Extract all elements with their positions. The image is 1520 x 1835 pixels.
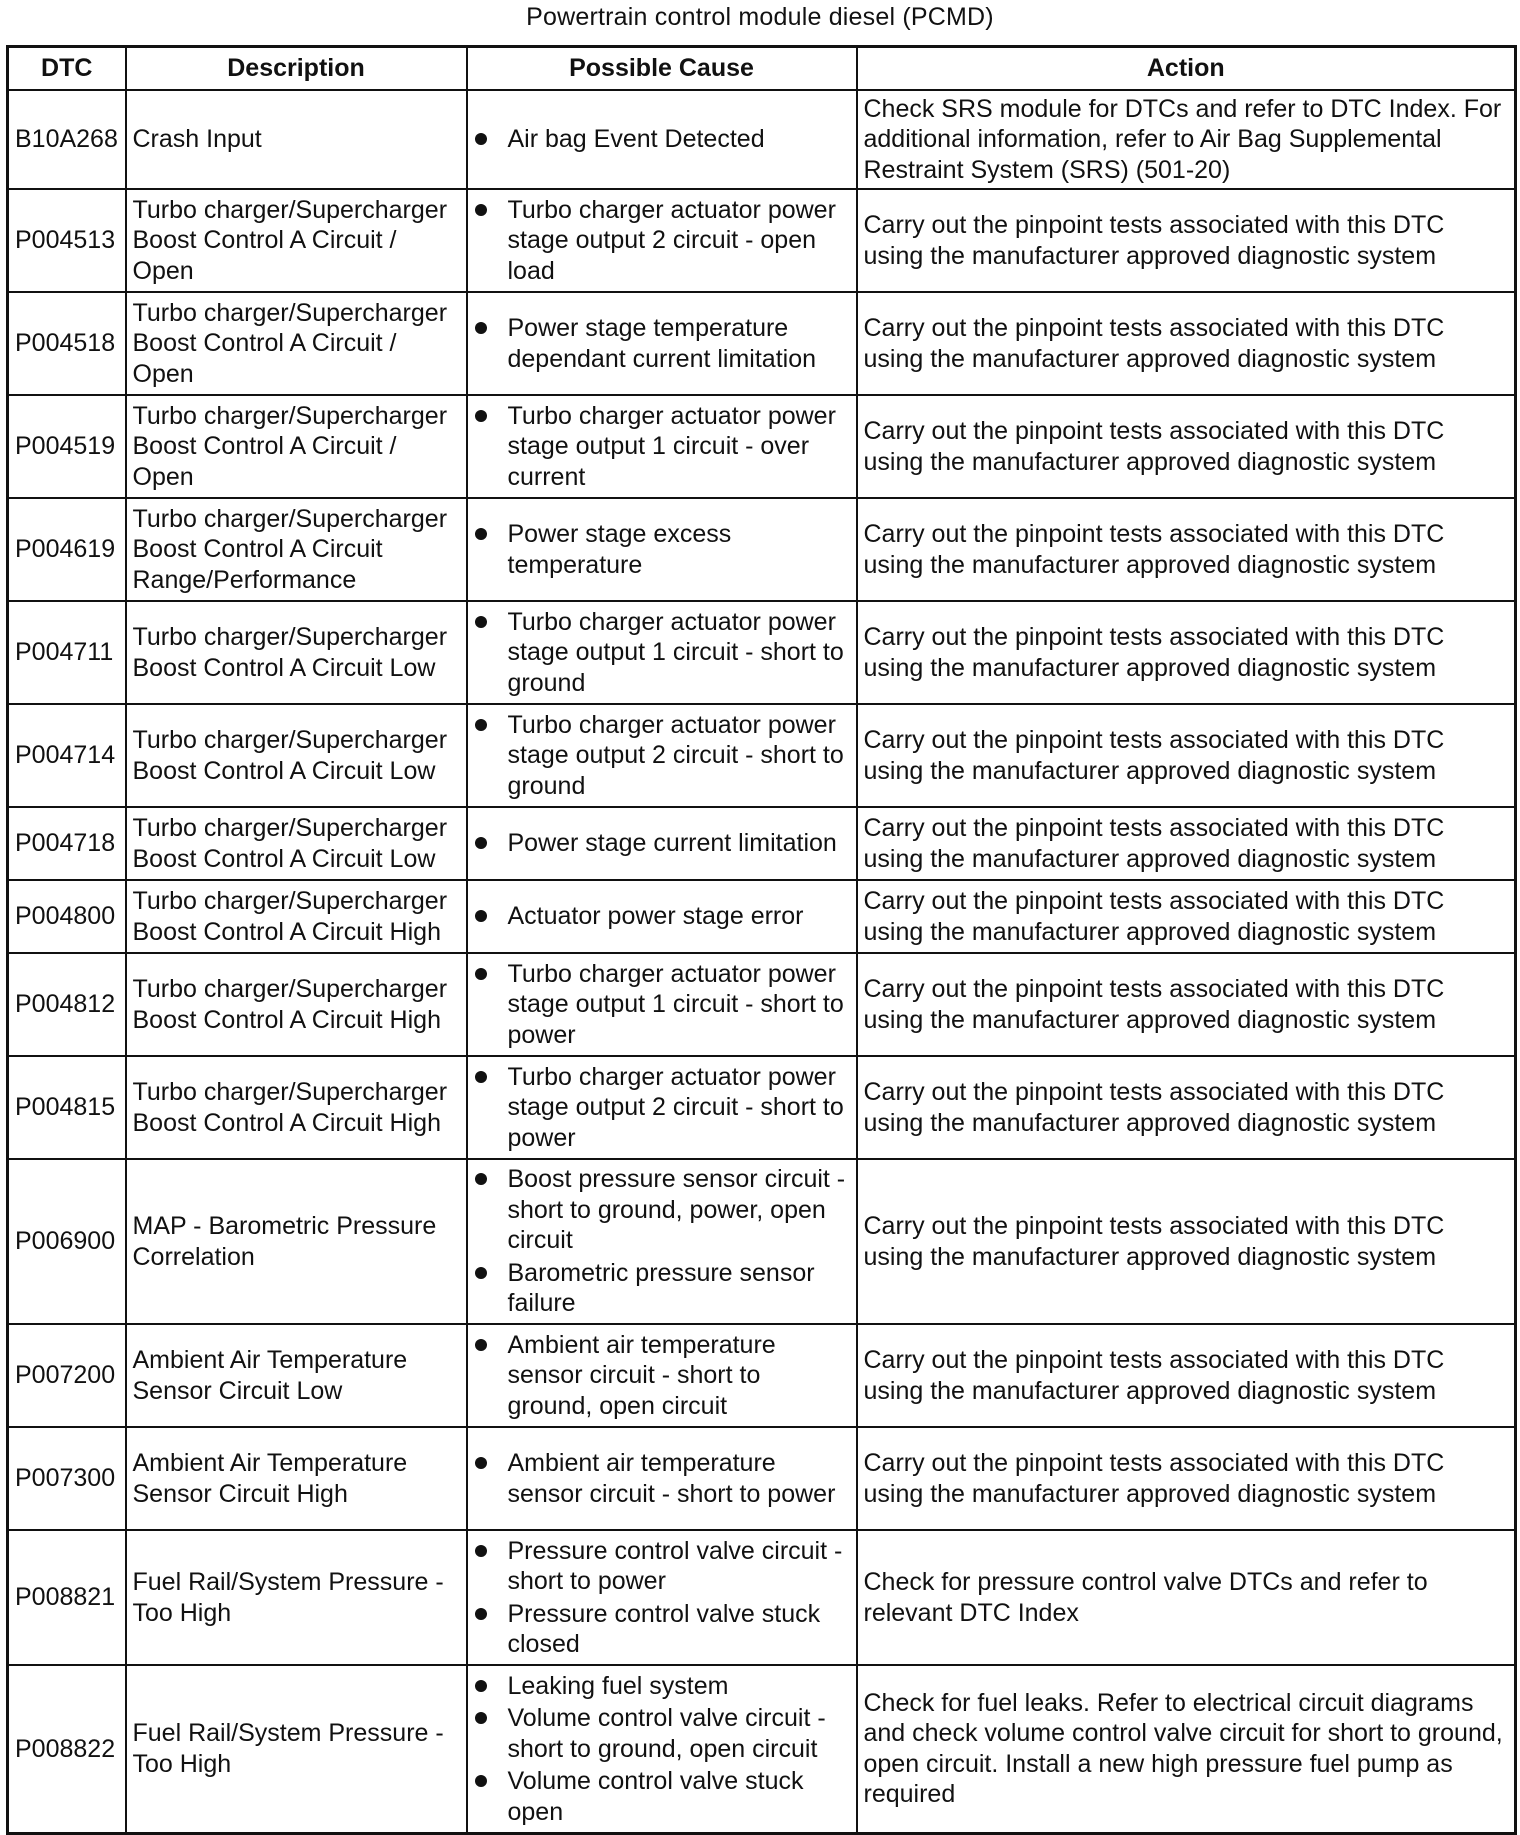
- bullet-icon: [475, 968, 487, 980]
- dtc-code: P007200: [8, 1324, 126, 1427]
- bullet-icon: [475, 837, 487, 849]
- dtc-action: Carry out the pinpoint tests associated with this DTC using the manufacturer approved diagnostic system: [857, 292, 1516, 395]
- possible-cause-item: [474, 313, 850, 374]
- bullet-icon: [475, 910, 487, 922]
- bullet-icon: [475, 719, 487, 731]
- possible-cause-item: [474, 607, 850, 699]
- possible-cause-item: [474, 519, 850, 580]
- possible-cause-item: [474, 710, 850, 802]
- possible-cause-list: [474, 901, 850, 932]
- dtc-code: P004619: [8, 498, 126, 601]
- possible-cause-text: Volume control valve circuit - short to ground, open circuit: [507, 1704, 826, 1763]
- possible-cause-list: [474, 710, 850, 802]
- dtc-description: Turbo charger/Supercharger Boost Control A Circuit High: [126, 880, 467, 953]
- possible-cause-cell: [467, 807, 857, 880]
- possible-cause-cell: [467, 601, 857, 704]
- table-row: [8, 1530, 1516, 1665]
- possible-cause-item: [474, 1164, 850, 1256]
- possible-cause-list: [474, 828, 850, 859]
- dtc-code: P004714: [8, 704, 126, 807]
- table-row: [8, 90, 1516, 189]
- bullet-icon: [475, 528, 487, 540]
- dtc-description: MAP - Barometric Pressure Correlation: [126, 1159, 467, 1324]
- possible-cause-item: [474, 124, 850, 155]
- dtc-action: Carry out the pinpoint tests associated with this DTC using the manufacturer approved diagnostic system: [857, 601, 1516, 704]
- table-row: [8, 498, 1516, 601]
- dtc-code: P004800: [8, 880, 126, 953]
- possible-cause-cell: [467, 953, 857, 1056]
- dtc-code: P004812: [8, 953, 126, 1056]
- dtc-description: Ambient Air Temperature Sensor Circuit Low: [126, 1324, 467, 1427]
- possible-cause-cell: [467, 880, 857, 953]
- possible-cause-text: Turbo charger actuator power stage output 2 circuit - short to ground: [507, 710, 844, 800]
- dtc-description: Turbo charger/Supercharger Boost Control A Circuit Low: [126, 704, 467, 807]
- possible-cause-cell: [467, 395, 857, 498]
- possible-cause-text: Pressure control valve stuck closed: [507, 1599, 821, 1658]
- possible-cause-cell: [467, 1665, 857, 1833]
- dtc-action: Carry out the pinpoint tests associated with this DTC using the manufacturer approved diagnostic system: [857, 1056, 1516, 1159]
- document-title: Powertrain control module diesel (PCMD): [526, 3, 994, 31]
- dtc-action: Carry out the pinpoint tests associated with this DTC using the manufacturer approved diagnostic system: [857, 189, 1516, 292]
- dtc-description: Crash Input: [126, 90, 467, 189]
- possible-cause-cell: [467, 292, 857, 395]
- dtc-action: Carry out the pinpoint tests associated with this DTC using the manufacturer approved diagnostic system: [857, 953, 1516, 1056]
- possible-cause-text: Ambient air temperature sensor circuit - short to ground, open circuit: [507, 1330, 776, 1420]
- possible-cause-list: [474, 519, 850, 580]
- table-row: [8, 1324, 1516, 1427]
- dtc-description: Turbo charger/Supercharger Boost Control A Circuit High: [126, 953, 467, 1056]
- possible-cause-item: [474, 1766, 850, 1827]
- possible-cause-text: Turbo charger actuator power stage output 1 circuit - short to power: [507, 959, 844, 1049]
- possible-cause-item: [474, 959, 850, 1051]
- bullet-icon: [475, 1545, 487, 1557]
- dtc-action: Carry out the pinpoint tests associated with this DTC using the manufacturer approved diagnostic system: [857, 807, 1516, 880]
- dtc-description: Turbo charger/Supercharger Boost Control A Circuit Low: [126, 807, 467, 880]
- possible-cause-text: Power stage temperature dependant current limitation: [507, 314, 817, 373]
- header-description: Description: [126, 47, 467, 91]
- possible-cause-cell: [467, 189, 857, 292]
- bullet-icon: [475, 1267, 487, 1279]
- dtc-code: P008821: [8, 1530, 126, 1665]
- table-body: [8, 90, 1516, 1833]
- bullet-icon: [475, 1457, 487, 1469]
- possible-cause-text: Turbo charger actuator power stage output 1 circuit - short to ground: [507, 607, 844, 697]
- possible-cause-list: [474, 959, 850, 1051]
- bullet-icon: [475, 322, 487, 334]
- possible-cause-text: Power stage current limitation: [507, 829, 837, 858]
- possible-cause-list: [474, 1448, 850, 1509]
- dtc-action: Check SRS module for DTCs and refer to DTC Index. For additional information, refer to Air Bag Supplemental Restraint System (SRS) (501-20): [857, 90, 1516, 189]
- possible-cause-text: Power stage excess temperature: [507, 520, 732, 579]
- dtc-code: P006900: [8, 1159, 126, 1324]
- table-row: [8, 1665, 1516, 1833]
- possible-cause-item: [474, 195, 850, 287]
- possible-cause-text: Leaking fuel system: [507, 1671, 729, 1700]
- possible-cause-text: Turbo charger actuator power stage output 2 circuit - open load: [507, 195, 836, 285]
- possible-cause-text: Volume control valve stuck open: [507, 1767, 804, 1826]
- possible-cause-item: [474, 1330, 850, 1422]
- possible-cause-text: Pressure control valve circuit - short to power: [507, 1536, 843, 1595]
- table-row: [8, 704, 1516, 807]
- possible-cause-list: [474, 1330, 850, 1422]
- possible-cause-item: [474, 1448, 850, 1509]
- possible-cause-list: [474, 1062, 850, 1154]
- possible-cause-list: [474, 195, 850, 287]
- possible-cause-cell: [467, 90, 857, 189]
- possible-cause-item: [474, 1671, 850, 1702]
- dtc-action: Carry out the pinpoint tests associated with this DTC using the manufacturer approved diagnostic system: [857, 1324, 1516, 1427]
- table-row: [8, 1056, 1516, 1159]
- dtc-code: P004718: [8, 807, 126, 880]
- header-dtc: DTC: [8, 47, 126, 91]
- dtc-description: Turbo charger/Supercharger Boost Control A Circuit / Open: [126, 292, 467, 395]
- dtc-description: Fuel Rail/System Pressure - Too High: [126, 1665, 467, 1833]
- possible-cause-list: [474, 1671, 850, 1828]
- bullet-icon: [475, 1173, 487, 1185]
- possible-cause-text: Air bag Event Detected: [507, 125, 765, 154]
- possible-cause-item: [474, 1536, 850, 1597]
- possible-cause-text: Turbo charger actuator power stage output 2 circuit - short to power: [507, 1062, 844, 1152]
- possible-cause-cell: [467, 1427, 857, 1530]
- dtc-description: Turbo charger/Supercharger Boost Control A Circuit / Open: [126, 395, 467, 498]
- dtc-action: Check for pressure control valve DTCs and refer to relevant DTC Index: [857, 1530, 1516, 1665]
- dtc-description: Ambient Air Temperature Sensor Circuit High: [126, 1427, 467, 1530]
- table-row: [8, 1427, 1516, 1530]
- possible-cause-list: [474, 313, 850, 374]
- dtc-description: Turbo charger/Supercharger Boost Control A Circuit Range/Performance: [126, 498, 467, 601]
- dtc-action: Check for fuel leaks. Refer to electrical circuit diagrams and check volume control valve circuit for short to ground, open circuit. Install a new high pressure fuel pump as required: [857, 1665, 1516, 1833]
- possible-cause-item: [474, 1703, 850, 1764]
- table-header-row: [8, 47, 1516, 91]
- dtc-action: Carry out the pinpoint tests associated with this DTC using the manufacturer approved diagnostic system: [857, 498, 1516, 601]
- possible-cause-text: Boost pressure sensor circuit - short to ground, power, open circuit: [507, 1165, 846, 1255]
- possible-cause-cell: [467, 704, 857, 807]
- possible-cause-text: Turbo charger actuator power stage output 1 circuit - over current: [507, 401, 836, 491]
- dtc-action: Carry out the pinpoint tests associated with this DTC using the manufacturer approved diagnostic system: [857, 704, 1516, 807]
- possible-cause-cell: [467, 1530, 857, 1665]
- table-row: [8, 807, 1516, 880]
- possible-cause-text: Barometric pressure sensor failure: [507, 1258, 815, 1318]
- possible-cause-text: Ambient air temperature sensor circuit - short to power: [507, 1449, 836, 1508]
- table-row: [8, 953, 1516, 1056]
- table-row: [8, 1159, 1516, 1324]
- bullet-icon: [475, 1712, 487, 1724]
- possible-cause-item: [474, 901, 850, 932]
- header-possible-cause: Possible Cause: [467, 47, 857, 91]
- dtc-action: Carry out the pinpoint tests associated with this DTC using the manufacturer approved diagnostic system: [857, 395, 1516, 498]
- dtc-action: Carry out the pinpoint tests associated with this DTC using the manufacturer approved diagnostic system: [857, 1427, 1516, 1530]
- dtc-code: P004815: [8, 1056, 126, 1159]
- table-row: [8, 189, 1516, 292]
- possible-cause-list: [474, 124, 850, 155]
- header-action: Action: [857, 47, 1516, 91]
- possible-cause-item: [474, 1258, 850, 1319]
- bullet-icon: [475, 1608, 487, 1620]
- possible-cause-list: [474, 401, 850, 493]
- possible-cause-list: [474, 607, 850, 699]
- dtc-action: Carry out the pinpoint tests associated with this DTC using the manufacturer approved diagnostic system: [857, 1159, 1516, 1324]
- bullet-icon: [475, 410, 487, 422]
- bullet-icon: [475, 204, 487, 216]
- dtc-code: P004513: [8, 189, 126, 292]
- possible-cause-list: [474, 1164, 850, 1319]
- possible-cause-item: [474, 1062, 850, 1154]
- table-row: [8, 292, 1516, 395]
- possible-cause-text: Actuator power stage error: [507, 902, 804, 931]
- bullet-icon: [475, 616, 487, 628]
- dtc-code: P007300: [8, 1427, 126, 1530]
- dtc-description: Turbo charger/Supercharger Boost Control A Circuit Low: [126, 601, 467, 704]
- dtc-description: Turbo charger/Supercharger Boost Control A Circuit High: [126, 1056, 467, 1159]
- possible-cause-item: [474, 401, 850, 493]
- possible-cause-list: [474, 1536, 850, 1660]
- dtc-action: Carry out the pinpoint tests associated with this DTC using the manufacturer approved diagnostic system: [857, 880, 1516, 953]
- table-row: [8, 880, 1516, 953]
- bullet-icon: [475, 1071, 487, 1083]
- bullet-icon: [475, 1775, 487, 1787]
- bullet-icon: [475, 1339, 487, 1351]
- possible-cause-cell: [467, 1056, 857, 1159]
- possible-cause-cell: [467, 1159, 857, 1324]
- dtc-code: P004711: [8, 601, 126, 704]
- table-row: [8, 395, 1516, 498]
- possible-cause-cell: [467, 1324, 857, 1427]
- dtc-table: [6, 45, 1517, 1835]
- possible-cause-item: [474, 828, 850, 859]
- bullet-icon: [475, 1680, 487, 1692]
- dtc-code: P004518: [8, 292, 126, 395]
- dtc-description: Fuel Rail/System Pressure - Too High: [126, 1530, 467, 1665]
- dtc-description: Turbo charger/Supercharger Boost Control A Circuit / Open: [126, 189, 467, 292]
- possible-cause-item: [474, 1599, 850, 1660]
- bullet-icon: [475, 133, 487, 145]
- dtc-code: P008822: [8, 1665, 126, 1833]
- dtc-code: P004519: [8, 395, 126, 498]
- table-row: [8, 601, 1516, 704]
- possible-cause-cell: [467, 498, 857, 601]
- dtc-code: B10A268: [8, 90, 126, 189]
